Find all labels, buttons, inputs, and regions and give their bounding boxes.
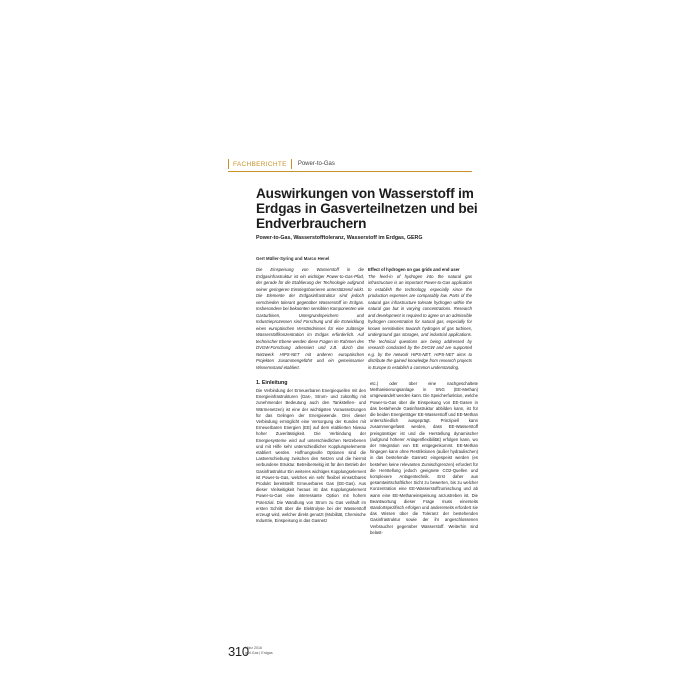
section-label: FACHBERICHTE bbox=[233, 160, 287, 168]
authors: Gert Müller-Syring und Marco Henel bbox=[256, 256, 330, 261]
header-bar-left bbox=[228, 159, 229, 169]
topic-label: Power-to-Gas bbox=[297, 161, 335, 167]
header-bar-right bbox=[291, 159, 292, 169]
section-header bbox=[228, 158, 335, 170]
body-column-2: etc.) oder über eine nachgeschaltete Methanisierungsanlage in SNG (EE-Methan) umgewandelt werden kann. Die Speicherfunktion, welche Power-to-Gas über die Einspeisung von EE-Gasen in das bestehende Gasinfrastruktur abbilden kann, ist für die beiden Energieträger EE-Wasserstoff und EE-Methan unterschiedlich ausgeprägt. Prinzipiell kann zusammengefasst werden, dass EE-Wasserstoff preisgünstiger ist und die Herstellung dynamischer (aufgrund höherer Anlagenflexibilität) erfolgen kann, wo der Integration von EE entgegenkommt. EE-Methan hingegen kann ohne Restriktionen (außer hydraulischen) in das bestehende Gasnetz eingespeist werden (es bestehen keine relevanten Zumischgrenzen) erfordert für die Herstellung jedoch geeignete CO2-Quellen und komplexere Anlagentechnik. Erst daher aus gesamtwirtschaftlicher Sicht zu bewerten, bis zu welcher Konzentration eine EE-Wasserstoffzumischung und ab wann eine EE-Methaneinspeisung anzustreben ist. Die Beantwortung dieser Frage muss einerseits standortspezifisch erfolgen und andererseits erfordert sie das Wissen über die Toleranz der bestehenden Gasinfrastruktur sowie der ihr angeschlossenen Verbraucher gegenüber Wasserstoff. Weiterhin sind belast- bbox=[370, 381, 478, 535]
journal-info bbox=[245, 646, 273, 655]
article-title: Auswirkungen von Wasserstoff im Erdgas in Gasverteilnetzen und bei Endverbrauchern bbox=[256, 186, 478, 231]
journal-name: gwf-Gas | Erdgas bbox=[245, 650, 273, 655]
journal-date: März 2016 bbox=[245, 646, 262, 650]
header-rule bbox=[228, 171, 472, 172]
keywords: Power-to-Gas, Wasserstofftoleranz, Wasserstoff im Erdgas, GERG bbox=[256, 235, 423, 241]
abstract-german: Die Einspeisung von Wasserstoff in die Erdgasinfrastruktur ist ein wichtiger Power-to-Gas-Pfad, der gerade für die Etablierung der Technologie aufgrund seiner geringeren Einstiegsbarrieren unterstützend wirkt. Die Elemente der Erdgasinfrastruktur sind jedoch verschieden tolerant gegenüber Wasserstoff im Erdgas. Insbesondere bei bekannten sensiblen Komponenten wie Gasturbinen, Untergrundspeichern und Industrieprozessen sind Forschung und die Entwicklung eines europäischen Verständnisses für eine zulässige Wasserstoffkonzentration im Erdgas erforderlich. Auf technischer Ebene werden diese Fragen im Rahmen des DVGW-Forschung adressiert und z.B. durch das Netzwerk HIPS-NET mit anderen europäischen Projekten zusammengeführt und ein gemeinsamer Wissensstand etabliert. bbox=[256, 267, 364, 370]
abstract-english-body: The feed-in of hydrogen into the natural gas infrastructure is an important Power-to-Gas application to establish the technology, especially since the production expenses are comparably low. Parts of the natural gas infrastructure tolerate hydrogen within the natural gas but in varying concentrations. Research and development is required to agree on an admissible hydrogen concentration for natural gas, especially for known sensitivities towards hydrogen of gas turbines, underground gas storages, and industrial applications. The technical questions are being addressed by research conducted by the DVGW and are supported e.g. by the network HIPS-NET. HIPS-NET aims to distribute the gained knowledge from research projects in Europe to establish a common understanding. bbox=[368, 273, 472, 370]
page-number: 310 bbox=[228, 644, 249, 659]
abstract-english-heading: Effect of hydrogen on gas grids and end user bbox=[368, 267, 460, 272]
abstract-english bbox=[368, 267, 472, 371]
section-heading: 1. Einleitung bbox=[256, 380, 288, 386]
body-column-1: Die Verbindung der Erneuerbaren Energiequellen mit den Energieinfrastrukturen (Gas-, Strom- und zukünftig mit zunehmender Bedeutung auch den Tankstellen- und Wärmenetzen) ist eine der wichtigsten Voraussetzungen für das Gelingen der Energiewende. Drei dieser Verbindung ermöglicht eine Versorgung der Kunden mit Erneuerbaren Energien (EE) auf dem etablierten Niveau hoher Zuverlässigkeit. Die Verbindung der Energiesysteme wird auf unterschiedlichen Netzebenen und mit Hilfe sehr unterschiedlicher Kopplungselemente etabliert werden. Hoffnungsvolle Optionen sind die Lastverschiebung zwischen den Netzen und die hiermit verbundene Struktur. Betreiberseitig ist für den Betrieb der Gasinfrastruktur Ein weiteres wichtiges Kopplungselement ist Power-to-Gas, welches ein sehr flexibel einsetzbares Produkt bereitstellt: Erneuerbares Gas (EE-Gas). Aus dieser Vielseitigkeit heraus ist das Kopplungselement Power-to-Gas eine interessante Option mit hohem Potenzial. Die Wandlung von Strom zu Gas verläuft im ersten Schritt über die Elektrolyse bei der Wasserstoff erzeugt wird, welcher direkt genutzt (Mobilität, Chemische Industrie, Einspeisung in das Gasnetz bbox=[256, 388, 366, 524]
